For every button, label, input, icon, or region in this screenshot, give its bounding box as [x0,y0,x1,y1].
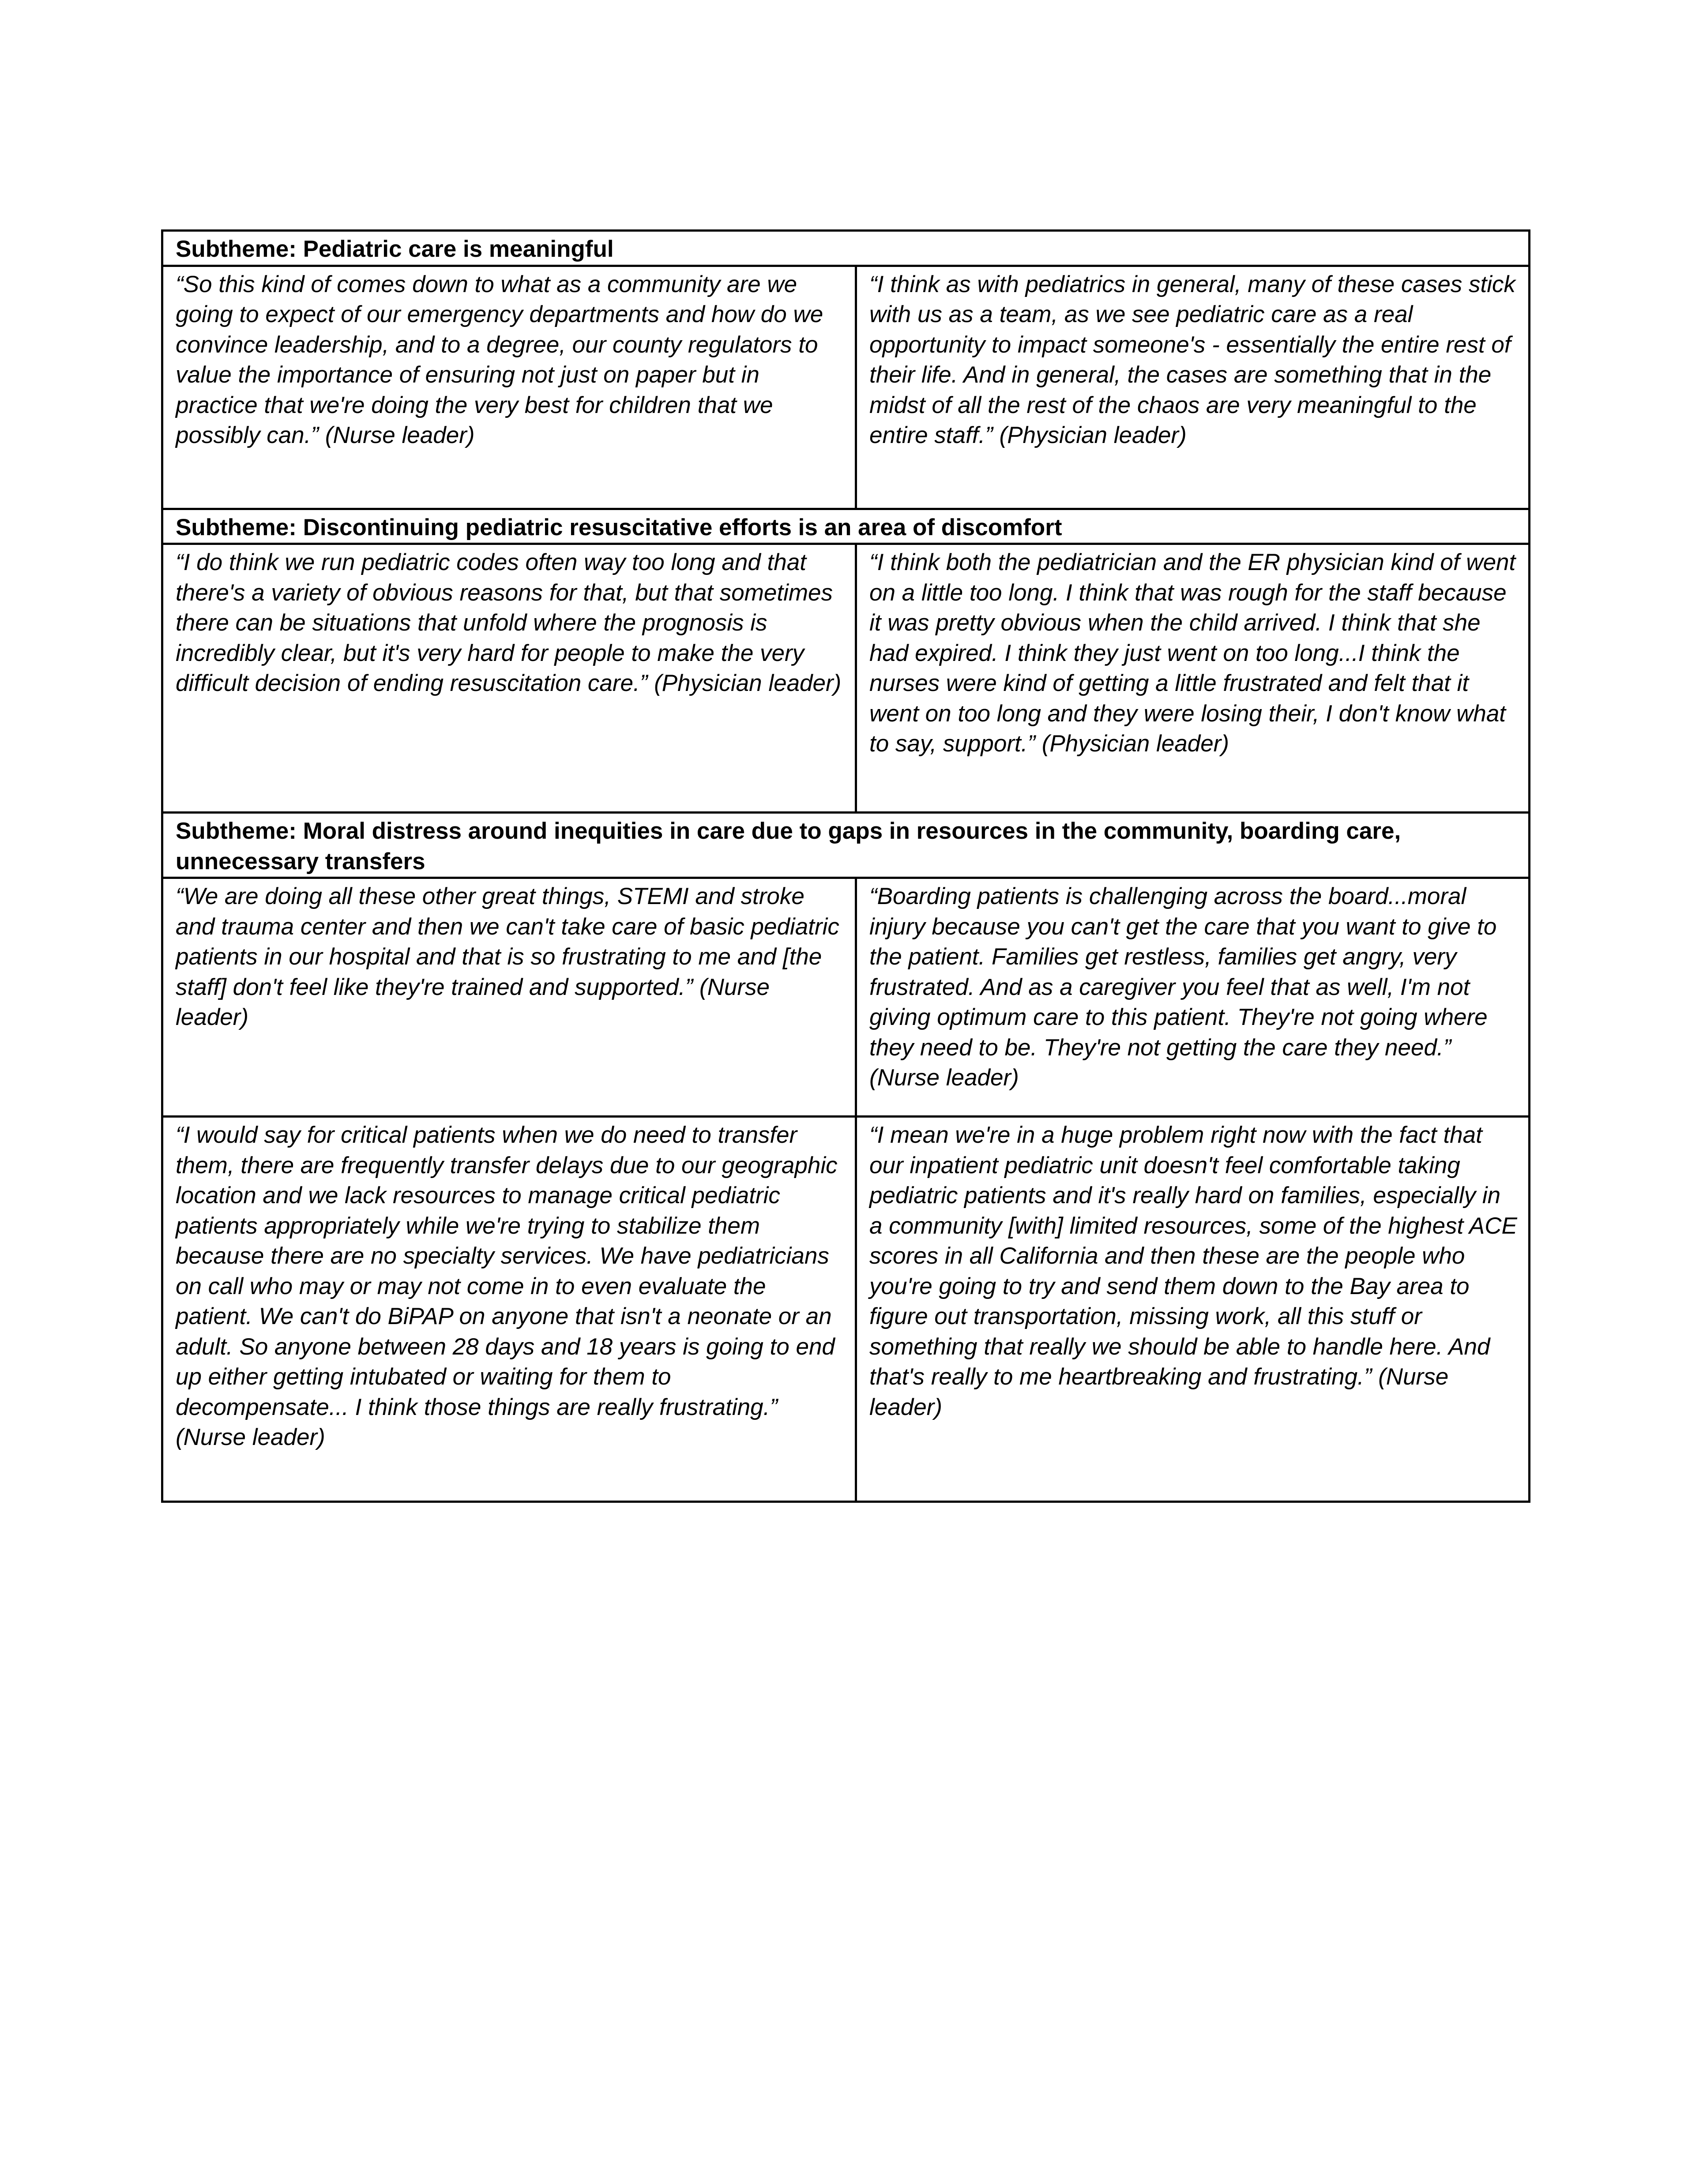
subtheme-header-row [162,231,1530,266]
subtheme-header-row [162,509,1530,544]
subtheme-header-row [162,813,1530,878]
quote-cell-left: “I would say for critical patients when we do need to transfer them, there are frequently transfer delays due to our geographic location and we lack resources to manage critical pediatric patients appropriately while we're trying to stabilize them because there are no specialty services. We have pediatricians on call who may or may not come in to even evaluate the patient. We can't do BiPAP on anyone that isn't a neonate or an adult. So anyone between 28 days and 18 years is going to end up either getting intubated or waiting for them to decompensate... I think those things are really frustrating.” (Nurse leader) [162,1117,856,1502]
subtheme-heading: Subtheme: Pediatric care is meaningful [162,231,1530,266]
quote-cell-right: “I think both the pediatrician and the ER physician kind of went on a little too long. I think that was rough for the staff because it was pretty obvious when the child arrived. I think that she had expired. I think they just went on too long...I think the nurses were kind of getting a little frustrated and felt that it went on too long and they were losing their, I don't know what to say, support.” (Physician leader) [856,544,1530,813]
quote-cell-right: “Boarding patients is challenging across the board...moral injury because you can't get the care that you want to give to the patient. Families get restless, families get angry, very frustrated. And as a caregiver you feel that as well, I'm not giving optimum care to this patient. They're not going where they need to be. They're not getting the care they need.” (Nurse leader) [856,878,1530,1117]
subtheme-heading: Subtheme: Discontinuing pediatric resuscitative efforts is an area of discomfort [162,509,1530,544]
quote-cell-left: “I do think we run pediatric codes often way too long and that there's a variety of obvious reasons for that, but that sometimes there can be situations that unfold where the prognosis is incredibly clear, but it's very hard for people to make the very difficult decision of ending resuscitation care.” (Physician leader) [162,544,856,813]
quote-cell-left: “So this kind of comes down to what as a community are we going to expect of our emergency departments and how do we convince leadership, and to a degree, our county regulators to value the importance of ensuring not just on paper but in practice that we're doing the very best for children that we possibly can.” (Nurse leader) [162,266,856,509]
quote-row [162,266,1530,509]
subtheme-quotes-table [161,229,1530,1503]
quote-row [162,1117,1530,1502]
subtheme-heading: Subtheme: Moral distress around inequities in care due to gaps in resources in the community, boarding care, unnecessary transfers [162,813,1530,878]
quote-row [162,544,1530,813]
quote-cell-right: “I think as with pediatrics in general, many of these cases stick with us as a team, as we see pediatric care as a real opportunity to impact someone's - essentially the entire rest of their life. And in general, the cases are something that in the midst of all the rest of the chaos are very meaningful to the entire staff.” (Physician leader) [856,266,1530,509]
quote-row [162,878,1530,1117]
quote-cell-left: “We are doing all these other great things, STEMI and stroke and trauma center and then we can't take care of basic pediatric patients in our hospital and that is so frustrating to me and [the staff] don't feel like they're trained and supported.” (Nurse leader) [162,878,856,1117]
quote-cell-right: “I mean we're in a huge problem right now with the fact that our inpatient pediatric unit doesn't feel comfortable taking pediatric patients and it's really hard on families, especially in a community [with] limited resources, some of the highest ACE scores in all California and then these are the people who you're going to try and send them down to the Bay area to figure out transportation, missing work, all this stuff or something that really we should be able to handle here. And that's really to me heartbreaking and frustrating.” (Nurse leader) [856,1117,1530,1502]
